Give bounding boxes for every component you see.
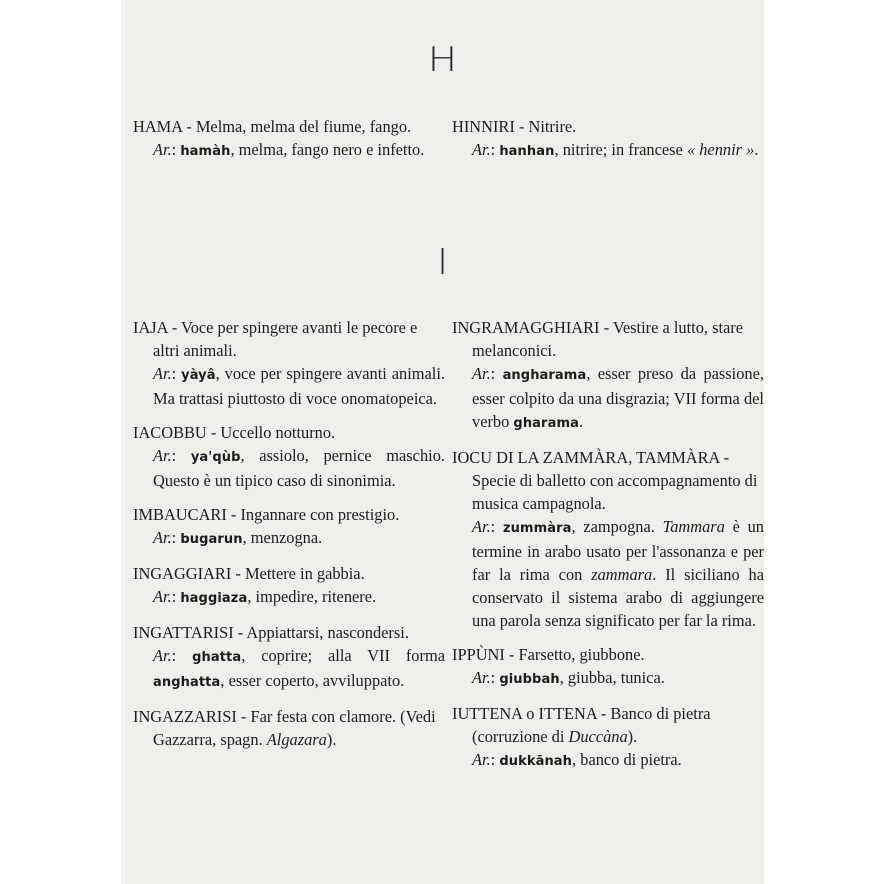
etymology-text: :: [171, 364, 182, 383]
arabic-label: Ar.: [472, 140, 491, 159]
entry-term: INGAZZARISI: [133, 707, 237, 726]
dictionary-entry: [452, 446, 764, 632]
etymology-text: :: [171, 528, 181, 547]
etymology-text: , coprire; alla VII forma: [241, 646, 445, 665]
italic-text: zammara: [591, 565, 653, 584]
etymology-text: , voce per spingere avanti animali. Ma trattasi piuttosto di voce onomatopeica.: [153, 364, 445, 408]
entry-term: IACOBBU: [133, 423, 207, 442]
entry-definition: - Farsetto, giubbone.: [504, 645, 645, 664]
dictionary-page: [121, 0, 764, 884]
entry-headline: [133, 316, 445, 362]
entry-definition-tail: ).: [627, 727, 638, 746]
dictionary-entry: [133, 705, 445, 751]
entry-etymology: [133, 444, 445, 492]
etymology-text: .: [754, 140, 759, 159]
entry-headline: [133, 421, 445, 444]
i-right-column: [452, 316, 764, 784]
etymology-text: , menzogna.: [242, 528, 323, 547]
entry-definition: - Specie di balletto con accompagnamento di musica campagnola.: [472, 448, 758, 513]
arabic-label: Ar.: [472, 517, 491, 536]
etymology-text: :: [490, 750, 500, 769]
entry-term: IAJA: [133, 318, 168, 337]
entry-etymology: [452, 138, 764, 163]
entry-definition-italic: Algazara: [266, 730, 327, 749]
arabic-word: ya'qùb: [190, 450, 241, 465]
etymology-text: :: [490, 517, 503, 536]
entry-headline: [133, 705, 445, 751]
entry-definition: - Far festa con clamore. (Vedi Gazzarra, spagn.: [153, 707, 436, 749]
italic-text: « hennir »: [686, 140, 755, 159]
entry-term: INGAGGIARI: [133, 564, 232, 583]
arabic-word: hamàh: [180, 144, 231, 159]
entry-term: IMBAUCARI: [133, 505, 227, 524]
dictionary-entry: [452, 115, 764, 163]
arabic-label: Ar.: [153, 646, 172, 665]
arabic-word: haggiaza: [180, 591, 248, 606]
arabic-word: giubbah: [499, 672, 560, 687]
entry-term: IUTTENA o ITTENA: [452, 704, 597, 723]
etymology-text: , esser preso da passione, esser colpito da una disgrazia; VII forma del verbo: [472, 364, 764, 431]
dictionary-entry: [133, 421, 445, 492]
entry-definition: - Vestire a lutto, stare melanconici.: [472, 318, 744, 360]
entry-etymology: [452, 362, 764, 435]
etymology-text: .: [578, 412, 584, 431]
entry-etymology: [452, 515, 764, 632]
etymology-text: , nitrire; in francese: [554, 140, 687, 159]
etymology-text: :: [171, 446, 191, 465]
arabic-word: bugarun: [180, 532, 243, 547]
arabic-label: Ar.: [472, 364, 491, 383]
arabic-word: zummàra: [502, 521, 572, 536]
i-left-column: [133, 316, 445, 762]
dictionary-entry: [133, 621, 445, 694]
arabic-label: Ar.: [153, 446, 172, 465]
arabic-word: anghatta: [153, 675, 221, 690]
etymology-text: è un termine in arabo usato per l'assonanza e per far la rima con: [472, 517, 764, 584]
etymology-text: , giubba, tunica.: [559, 668, 665, 687]
etymology-text: , impedire, ritenere.: [247, 587, 377, 606]
entry-headline: [452, 702, 764, 748]
h-left-column: [133, 115, 445, 174]
entry-term: IPPÙNI: [452, 645, 505, 664]
entry-term: HINNIRI: [452, 117, 515, 136]
entry-definition: - Banco di pietra (corruzione di: [472, 704, 711, 746]
arabic-label: Ar.: [472, 750, 491, 769]
dictionary-entry: [452, 702, 764, 773]
section-letter-i: I: [437, 242, 448, 283]
dictionary-entry: [133, 562, 445, 610]
etymology-text: , esser coperto, avviluppato.: [220, 671, 405, 690]
entry-headline: [452, 643, 764, 666]
entry-etymology: [133, 138, 445, 163]
arabic-word: gharama: [513, 416, 579, 431]
arabic-word: ghatta: [192, 650, 242, 665]
etymology-text: , assiolo, pernice maschio. Questo è un tipico caso di sinonimia.: [153, 446, 445, 490]
etymology-text: :: [490, 668, 500, 687]
entry-definition: - Voce per spingere avanti le pecore e altri animali.: [153, 318, 418, 360]
entry-headline: [452, 115, 764, 138]
italic-text: Tammara: [662, 517, 725, 536]
entry-definition: - Ingannare con prestigio.: [226, 505, 400, 524]
section-letter-h: H: [427, 40, 458, 80]
entry-definition: - Uccello notturno.: [206, 423, 336, 442]
etymology-text: . Il siciliano ha conservato il sistema arabo di aggiungere una parola senza significato per far la rima.: [472, 565, 764, 630]
dictionary-entry: [452, 643, 764, 691]
arabic-label: Ar.: [153, 364, 172, 383]
etymology-text: :: [171, 140, 181, 159]
etymology-text: :: [171, 587, 181, 606]
etymology-text: , melma, fango nero e infetto.: [230, 140, 425, 159]
entry-headline: [133, 562, 445, 585]
entry-headline: [452, 446, 764, 515]
arabic-label: Ar.: [153, 140, 172, 159]
entry-headline: [133, 621, 445, 644]
h-right-column: [452, 115, 764, 174]
arabic-label: Ar.: [472, 668, 491, 687]
etymology-text: :: [171, 646, 193, 665]
arabic-word: yàyâ: [181, 368, 216, 383]
arabic-word: hanhan: [499, 144, 555, 159]
entry-definition: - Appiattarsi, nascondersi.: [233, 623, 409, 642]
etymology-text: , zampogna.: [571, 517, 663, 536]
entry-definition: - Nitrire.: [514, 117, 577, 136]
arabic-word: dukkānah: [499, 754, 573, 769]
entry-term: INGATTARISI: [133, 623, 234, 642]
entry-etymology: [133, 362, 445, 410]
entry-headline: [133, 503, 445, 526]
entry-headline: [133, 115, 445, 138]
entry-definition-tail: ).: [326, 730, 337, 749]
entry-etymology: [452, 748, 764, 773]
entry-etymology: [133, 585, 445, 610]
entry-headline: [452, 316, 764, 362]
entry-term: INGRAMAGGHIARI: [452, 318, 600, 337]
etymology-text: :: [490, 364, 503, 383]
dictionary-entry: [133, 316, 445, 410]
entry-definition-italic: Duccàna: [568, 727, 628, 746]
entry-etymology: [452, 666, 764, 691]
dictionary-entry: [133, 503, 445, 551]
etymology-text: :: [490, 140, 500, 159]
entry-term: HAMA: [133, 117, 183, 136]
arabic-label: Ar.: [153, 528, 172, 547]
etymology-text: , banco di pietra.: [572, 750, 682, 769]
arabic-label: Ar.: [153, 587, 172, 606]
entry-term: IOCU DI LA ZAMMÀRA, TAMMÀRA: [452, 448, 720, 467]
dictionary-entry: [133, 115, 445, 163]
dictionary-entry: [452, 316, 764, 435]
entry-definition: - Melma, melma del fiume, fango.: [182, 117, 412, 136]
entry-etymology: [133, 526, 445, 551]
arabic-word: angharama: [502, 368, 587, 383]
entry-etymology: [133, 644, 445, 694]
entry-definition: - Mettere in gabbia.: [231, 564, 365, 583]
